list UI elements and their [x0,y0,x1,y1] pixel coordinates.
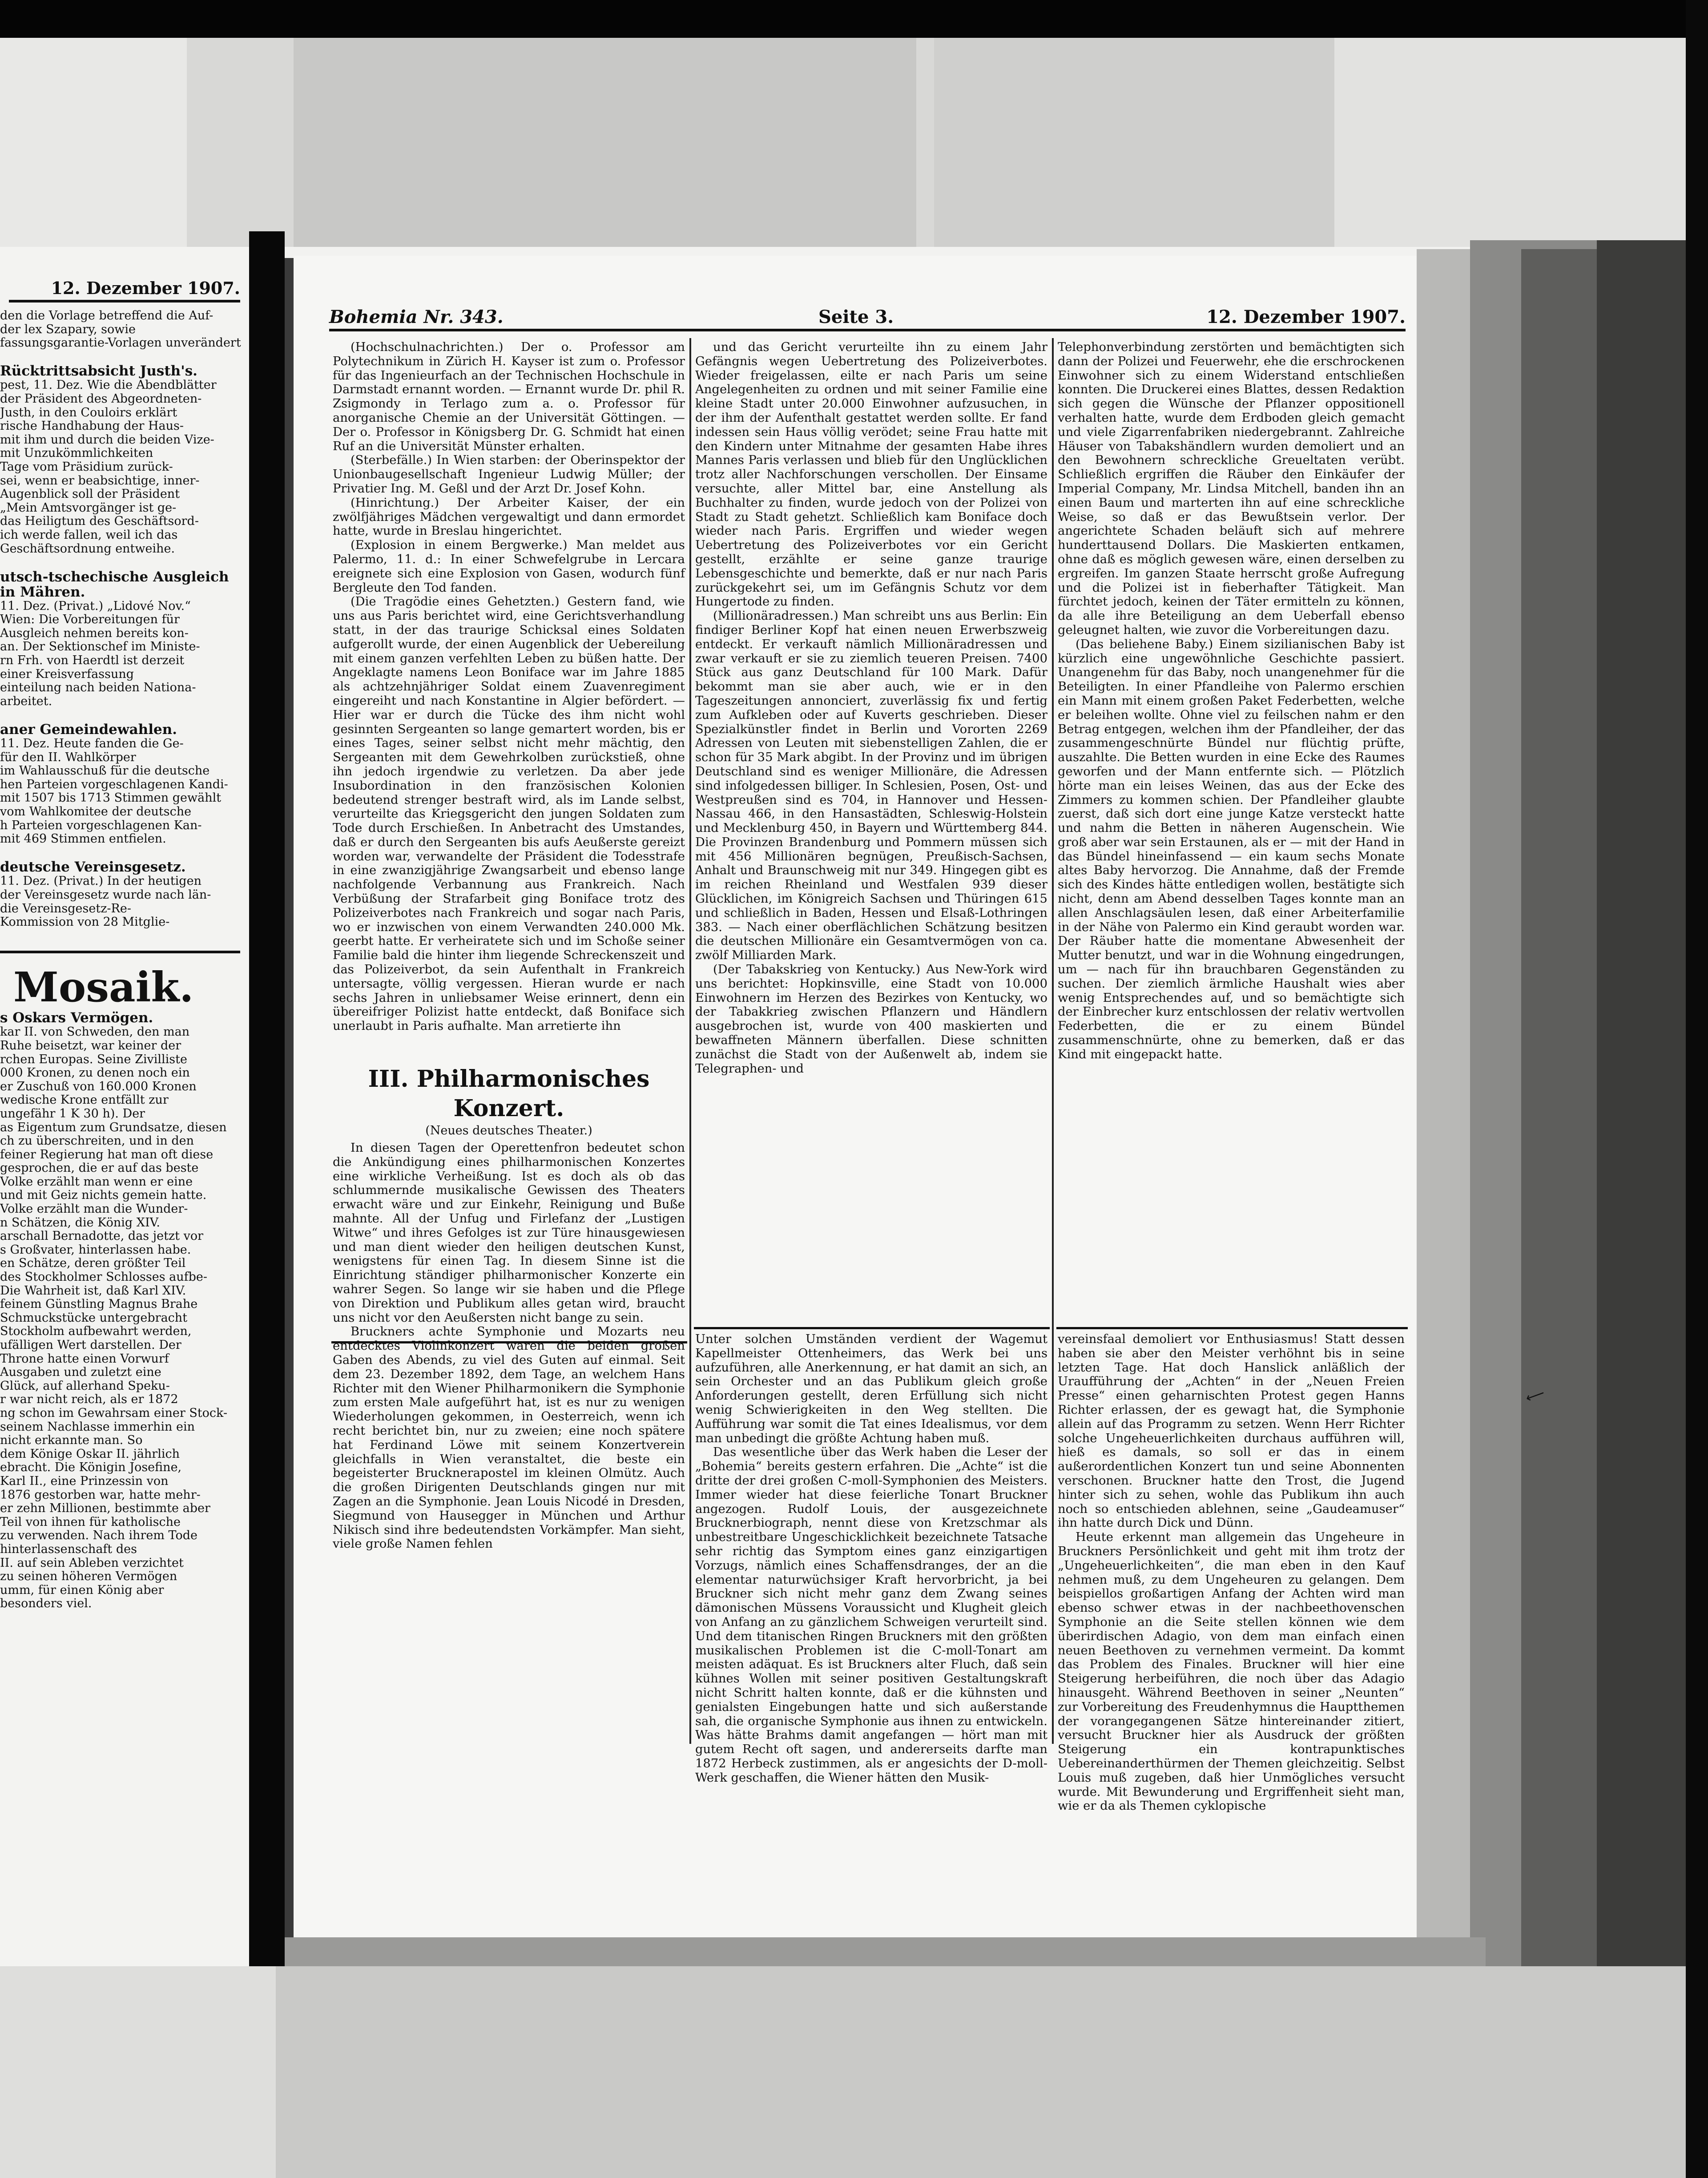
text-line: Stockholm aufbewahrt werden, [0,1324,192,1339]
article-paragraph: Heute erkennt man allgemein das Ungeheure in Bruckners Persönlichkeit und geht mit ihm trotz der „Ungeheuerlichkeiten“, die man eben in den Kauf nehmen muß, zu dem Ungeheuren zu gelangen. Dem beispiellos großartigen Anfang der Achten wird man ebenso schwer etwas in der nachbeethovenschen Symphonie an die Seite stellen können wie dem überirdischen Adagio, von dem man einfach einen neuen Beethoven zu vernehmen vermeint. Da kommt das Problem des Finales. Bruckner will hier eine Steigerung herbeiführen, die noch über das Adagio hinausgeht. Während Beethoven in seiner „Neunten“ zur Vorbereitung des Freudenhymnus die Hauptthemen der vorangegangenen Sätze hintereinander zitiert, versucht Bruckner hier als Ausdruck der größten Steigerung ein kontrapunktisches Uebereinanderthürmen der Themen gleichzeitig. Selbst Louis muß zugeben, daß hier Unmögliches versucht wurde. Mit Bewunderung und Ergriffenheit sieht man, wie er da als Themen cyklopische [1058,1530,1405,1813]
article-paragraph: Das wesentliche über das Werk haben die Leser der „Bohemia“ bereits gestern erfahren. Die „Achte“ ist die dritte der drei großen C-moll-Symphonien des Meisters. Immer wieder hat diese feierliche Tonart Bruckner angezogen. Rudolf Louis, der ausgezeichnete Brucknerbiograph, nennt diese von Kretzschmar als unbestreitbare Ungeschicklichkeit bezeichnete Tatsache sehr richtig das Symptom eines ganz einzigartigen Vorzugs, nämlich eines Schaffensdranges, der an die elementar naturwüchsiger Kraft hervorbricht, ja bei Bruckner sich nicht mehr ganz dem Zwang seines dämonischen Müssens Voraussicht und Klugheit gleich von Anfang an zu gänzlichem Schweigen verurteilt sind. Und dem titanischen Ringen Bruckners mit den größten musikalischen Problemen ist die C-moll-Tonart am meisten adäquat. Es ist Bruckners alter Fluch, daß sein kühnes Wollen mit seiner positiven Gestaltungskraft nicht Schritt halten konnte, daß er die kühnsten und genialsten Eingebungen hatte und sich außerstande sah, die organische Symphonie aus ihnen zu entwickeln. Was hätte Brahms damit angefangen — hört man mit gutem Recht oft sagen, und andererseits darfte man 1872 Herbeck zustimmen, als er angesichts der D-moll-Werk geschaffen, die Wiener hätten den Musik- [695,1445,1047,1785]
article-paragraph: (Sterbefälle.) In Wien starben: der Oberinspektor der Unionbaugesellschaft Ingenieur Ludwig Müller; der Privatier Ing. M. Geßl und der Arzt Dr. Josef Kohn. [333,453,685,496]
column-2-news [695,340,1047,1323]
text-line: pest, 11. Dez. Wie die Abendblätter [0,378,217,392]
page-date: 12. Dezember 1907. [1206,307,1406,327]
article-paragraph: (Das beliehene Baby.) Einem sizilianischen Baby ist kürzlich eine ungewöhnliche Geschichte passiert. Unangenehm für das Baby, noch unangenehmer für die Beteiligten. In einer Pfandleihe von Palermo erschien ein Mann mit einem großen Paket Federbetten, welche er beleihen wollte. Ohne viel zu feilschen nahm er den Betrag entgegen, welchen ihm der Pfandleiher, der das zusammengeschnürte Bündel nur flüchtig prüfte, auszahlte. Die Betten wurden in eine Ecke des Raumes geworfen und der Mann entfernte sich. — Plötzlich hörte man ein leises Weinen, das aus der Ecke des Zimmers zu kommen schien. Der Pfandleiher glaubte zuerst, daß sich dort eine junge Katze versteckt hatte und nahm die Betten in näheren Augenschein. Wie groß aber war sein Erstaunen, als er — mit der Hand in das Bündel hineinfassend — ein kaum sechs Monate altes Baby hervorzog. Die Annahme, daß der Fremde sich des Kindes hätte entledigen wollen, bestätigte sich nicht, denn am Abend desselben Tages konnte man an allen Anschlagsäulen lesen, daß einer Arbeiterfamilie in der Nähe von Palermo ein Kind geraubt worden war. Der Räuber hatte die momentane Abwesenheit der Mutter benutzt, und war in die Wohnung eingedrungen, um — nach für ihn brauchbaren Gegenständen zu suchen. Der ziemlich ärmliche Haushalt wies aber wenig Entsprechendes auf, und so bemächtigte sich der Einbrecher kurz entschlossen der relativ wertvollen Federbetten, die er zu einem Bündel zusammenschnürte, ohne zu bemerken, daß er das Kind mit eingepackt hatte. [1058,637,1405,1061]
text-line: der Präsident des Abgeordneten- [0,391,202,406]
text-line: die Vereinsgesetz-Re- [0,901,131,916]
page-number: Seite 3. [818,307,894,327]
text-line: rchen Europas. Seine Zivilliste [0,1052,187,1066]
text-line: im Wahlausschuß für die deutsche [0,764,210,778]
previous-page-fragment [0,247,249,1966]
text-line: ufälligen Wert darstellen. Der [0,1338,181,1352]
article-heading: in Mähren. [0,584,85,600]
text-line: mit 469 Stimmen entfielen. [0,832,166,846]
text-line: arbeitet. [0,694,52,708]
text-line: as Eigentum zum Grundsatze, diesen [0,1120,227,1134]
section-rule [694,1327,1050,1329]
text-line: umm, für einen König aber [0,1583,164,1597]
column-divider [1052,338,1054,1744]
text-line: das Heiligtum des Geschäftsord- [0,514,199,528]
text-line [0,556,244,569]
text-line: 11. Dez. (Privat.) „Lidové Nov.“ [0,599,191,613]
section-rule [0,951,240,953]
text-line: seinem Nachlasse immerhin ein [0,1420,195,1434]
article-heading: utsch-tschechische Ausgleich [0,569,229,585]
article-heading: Rücktrittsabsicht Justh's. [0,363,197,379]
article-paragraph: (Hochschulnachrichten.) Der o. Professor am Polytechnikum in Zürich H. Kayser ist zum o. Professor für das Ingenieurfach an der Technischen Hochschule in Darmstadt ernannt worden. — Ernannt wurde Dr. phil R. Zsigmondy in Terlago zum a. o. Professor für anorganische Chemie an der Universität Göttingen. — Der o. Professor in Königsberg Dr. G. Schmidt hat einen Ruf an die Universität Münster erhalten. [333,340,685,453]
text-line: Ausgleich nehmen bereits kon- [0,626,189,640]
text-line: der lex Szapary, sowie [0,322,136,336]
text-line: mit Unzukömmlichkeiten [0,446,153,460]
text-line: dem Könige Oskar II. jährlich [0,1447,180,1461]
section-heading: Mosaik. [13,963,194,1012]
text-line: feinem Günstling Magnus Brahe [0,1297,198,1311]
article-paragraph: (Hinrichtung.) Der Arbeiter Kaiser, der ein zwölfjähriges Mädchen vergewaltigt und dann ermordet hatte, wurde in Breslau hingerichtet. [333,496,685,538]
text-line: Justh, in den Couloirs erklärt [0,405,177,419]
text-line: er zehn Millionen, bestimmte aber [0,1501,210,1516]
feuilleton-subtitle: (Neues deutsches Theater.) [425,1124,592,1138]
text-line: hen Parteien vorgeschlagenen Kandi- [0,777,228,791]
text-line: Throne hatte einen Vorwurf [0,1351,169,1366]
text-line: Kommission von 28 Mitglie- [0,915,170,929]
text-line: r war nicht reich, als er 1872 [0,1392,178,1407]
text-line: er Zuschuß von 160.000 Kronen [0,1079,197,1093]
text-line [0,350,244,364]
text-line: Augenblick soll der Präsident [0,487,180,501]
text-line: des Stockholmer Schlosses aufbe- [0,1270,208,1284]
text-line: der Vereinsgesetz wurde nach län- [0,887,211,902]
text-line: sei, wenn er beabsichtige, inner- [0,473,200,488]
text-line: zu verwenden. Nach ihrem Tode [0,1529,197,1543]
text-line: Ruhe beisetzt, war keiner der [0,1038,181,1053]
text-line: fassungsgarantie-Vorlagen unverändert [0,336,241,350]
feuilleton-title: III. Philharmonisches Konzert. [368,1065,650,1122]
text-line: h Parteien vorgeschlagenen Kan- [0,818,202,832]
text-line: feiner Regierung hat man oft diese [0,1147,214,1162]
text-line: Ausgaben und zuletzt eine [0,1365,161,1379]
text-line: zu seinen höheren Vermögen [0,1569,177,1584]
text-line: für den II. Wahlkörper [0,750,136,764]
column-divider [689,338,691,1744]
article-heading: aner Gemeindewahlen. [0,722,177,738]
text-line: einteilung nach beiden Nationa- [0,681,196,695]
previous-page-text [0,309,249,1611]
text-line: den die Vorlage betreffend die Auf- [0,309,214,323]
newspaper-page [294,256,1547,1937]
text-line: an. Der Sektionschef im Ministe- [0,640,200,654]
article-paragraph: Telephonverbindung zerstörten und bemächtigten sich dann der Polizei und Feuerwehr, ehe die erschrockenen Einwohner sich zu einem Widerstand entschließen konnten. Die Druckerei eines Blattes, dessen Redaktion sich gegen die Wünsche der Pflanzer oppositionell verhalten hatte, wurde dem Erdboden gleich gemacht und viele Zigarrenfabriken niedergebrannt. Zahlreiche Häuser von Tabakshändlern wurden demoliert und an den Bewohnern schreckliche Greueltaten verübt. Schließlich ergriffen die Räuber den Einkäufer der Imperial Company, Mr. Lindsa Mitchell, banden ihn an einen Baum und marterten ihn auf eine schreckliche Weise, so daß er das Bewußtsein verlor. Der angerichtete Schaden beläuft sich auf mehrere hunderttausend Dollars. Die Maskierten entkamen, ohne daß es möglich gewesen wäre, einen derselben zu ergreifen. Im ganzen Staate herrscht große Aufregung und die Polizei ist in fieberhafter Tätigkeit. Man fürchtet jedoch, keinen der Täter ermitteln zu können, da alle ihre Beteiligung an dem Ueberfall ebenso geleugnet halten, wie zuvor die Vorbereitungen dazu. [1058,340,1405,637]
text-line: Karl II., eine Prinzessin von [0,1474,169,1488]
text-line: Wien: Die Vorbereitungen für [0,613,180,627]
text-line: ng schon im Gewahrsam einer Stock- [0,1406,228,1420]
text-line: n Schätzen, die König XIV. [0,1215,161,1230]
text-line: 11. Dez. Heute fanden die Ge- [0,737,184,751]
text-line: 000 Kronen, zu denen noch ein [0,1066,190,1080]
text-line: Schmuckstücke untergebracht [0,1311,188,1325]
text-line: Geschäftsordnung entweihe. [0,541,175,556]
text-line: nicht erkannte man. So [0,1433,143,1448]
text-line: ich werde fallen, weil ich das [0,528,178,542]
text-line: besonders viel. [0,1597,92,1611]
text-line: Volke erzählt man die Wunder- [0,1202,188,1216]
column-2-feuilleton [695,1332,1047,1785]
text-line [0,708,244,722]
text-line: mit ihm und durch die beiden Vize- [0,432,214,447]
text-line: 1876 gestorben war, hatte mehr- [0,1488,201,1502]
text-line: rische Handhabung der Haus- [0,419,184,433]
text-line: Glück, auf allerhand Speku- [0,1379,170,1393]
article-paragraph: (Die Tragödie eines Gehetzten.) Gestern fand, wie uns aus Paris berichtet wird, eine Gerichtsverhandlung statt, in der das traurige Schicksal eines Soldaten aufgerollt wurde, der einen Augenblick der Uebereilung mit einem ganzen verfehlten Leben zu büßen hatte. Der Angeklagte namens Leon Boniface war im Jahre 1885 als achtzehnjähriger Soldat einem Zuavenregiment eingereiht und nach Konstantine in Algier befördert. — Hier war er durch die Tücke des ihm nicht wohl gesinnten Sergeanten so lange gemartert worden, bis er eines Tages, seiner selbst nicht mehr mächtig, den Sergeanten mit dem Gewehrkolben zurückstieß, ohne ihn jedoch irgendwie zu verletzen. Da aber jede Insubordination in den französischen Kolonien bedeutend strenger bestraft wird, als im Lande selbst, verurteilte das Kriegsgericht den jungen Soldaten zum Tode durch Erschießen. In Anbetracht des Umstandes, daß er durch den Sergeanten bis aufs Aeußerste gereizt worden war, verwandelte der Präsident die Todesstrafe in eine zwanzigjährige Zwangsarbeit und ebenso lange nachfolgende Verbannung aus Frankreich. Nach Verbüßung der Strafarbeit ging Boniface trotz des Polizeiverbotes nach Frankreich und sogar nach Paris, wo er inzwischen von einem Verwandten 240.000 Mk. geerbt hatte. Er verheiratete sich und im Schoße seiner Familie bald die hinter ihm liegende Schreckenszeit und das Polizeiverbot, da sein Aufenthalt in Frankreich untersagte, völlig vergessen. Hieran wurde er nach sechs Jahren in unliebsamer Weise erinnert, denn ein übereifriger Polizist hatte entdeckt, daß Boniface sich unerlaubt in Paris aufhalte. Man arretierte ihn [333,595,685,1033]
page-header [329,305,1406,331]
text-line: arschall Bernadotte, das jetzt vor [0,1229,204,1243]
column-3-news [1058,340,1405,1323]
text-line: ch zu überschreiten, und in den [0,1134,194,1148]
text-line: Die Wahrheit ist, daß Karl XIV. [0,1283,186,1298]
article-heading: deutsche Vereinsgesetz. [0,859,186,875]
text-line: und mit Geiz nichts gemein hatte. [0,1188,207,1202]
text-line: kar II. von Schweden, den man [0,1025,190,1039]
article-paragraph: (Millionäradressen.) Man schreibt uns aus Berlin: Ein findiger Berliner Kopf hat einen neuen Erwerbszweig entdeckt. Er verkauft nämlich Millionäradressen und zwar verkauft er sie zu ziemlich teueren Preisen. 7400 Stück aus ganz Deutschland für 100 Mark. Dafür bekommt man sie aber auch, wie er in den Tageszeitungen annonciert, zuverlässig fix und fertig zum Aufkleben oder auf Kuverts geschrieben. Dieser Spezialkünstler findet in Berlin und Vororten 2269 Adressen von Leuten mit siebenstelligen Zahlen, die er schon für 35 Mark abgibt. In der Provinz und im übrigen Deutschland sind es weniger Millionäre, die Adressen sind infolgedessen billiger. In Schlesien, Posen, Ost- und Westpreußen sind es 704, in Hannover und Hessen-Nassau 466, in den Hansastädten, Schleswig-Holstein und Mecklenburg 450, in Bayern und Württemberg 844. Die Provinzen Brandenburg und Pommern müssen sich mit 456 Millionären begnügen, Preußisch-Sachsen, Anhalt und Braunschweig mit nur 349. Hingegen gibt es im reichen Rheinland und Westfalen 939 dieser Glücklichen, im Königreich Sachsen und Thüringen 615 und schließlich in Baden, Hessen und Elsaß-Lothringen 383. — Nach einer oberflächlichen Schätzung besitzen die deutschen Millionäre ein Gesamtvermögen von ca. zwölf Milliarden Mark. [695,609,1047,963]
text-line: wedische Krone entfällt zur [0,1093,169,1107]
article-heading: s Oskars Vermögen. [0,1010,153,1026]
text-line: ebracht. Die Königin Josefine, [0,1460,182,1475]
article-paragraph: In diesen Tagen der Operettenfron bedeutet schon die Ankündigung eines philharmonischen Konzertes eine wirkliche Verheißung. Ist es doch als ob das schlummernde musikalische Gewissen des Theaters erwacht wäre und zur Einkehr, Reinigung und Buße mahnte. All der Unfug und Firlefanz der „Lustigen Witwe“ und ihres Gefolges ist zur Türe hinausgewiesen und man dient wieder den heiligen deutschen Kunst, wenigstens für einen Tag. In diesem Sinne ist die Einrichtung ständiger philharmonischer Konzerte ein wahrer Segen. So lange wir sie haben und die Pflege von Direktion und Publikum alles getan wird, braucht uns nicht vor den Aeußersten nicht bange zu sein. [333,1141,685,1325]
margin-pen-mark: ⟵ [1523,1385,1547,1407]
masthead-issue: Bohemia Nr. 343. [329,307,504,327]
article-paragraph: vereinsfaal demoliert vor Enthusiasmus! Statt dessen haben sie aber den Meister verhöhnt bis in seine letzten Tage. Hat doch Hanslick anläßlich der Uraufführung der „Achten“ in der „Neuen Freien Presse“ einen geharnischten Protest gegen Hanns Richter erlassen, der es gewagt hat, die Symphonie allein auf das Programm zu setzen. Wenn Herr Richter solche Ungeheuerlichkeiten durchaus aufführen will, hieß es damals, so soll er das in einem außerordentlichen Konzert tun und seine Abonnenten verschonen. Bruckner hatte den Trost, die Jugend hinter sich zu sehen, wohle das Publikum ihn auch noch so entschieden ablehnen, seine „Gaudeamuser“ ihn hatte durch Dick und Dünn. [1058,1332,1405,1530]
text-line: „Mein Amtsvorgänger ist ge- [0,500,177,515]
article-paragraph: Unter solchen Umständen verdient der Wagemut Kapellmeister Ottenheimers, das Werk bei uns aufzuführen, alle Anerkennung, er hat damit an sich, an sein Orchester und an das Publikum gleich große Anforderungen gestellt, deren Erfüllung sich nicht wenig Schwierigkeiten in den Weg stellten. Die Aufführung war somit die Tat eines Idealismus, vor dem man unbedingt die größte Achtung haben muß. [695,1332,1047,1445]
text-line: Tage vom Präsidium zurück- [0,460,173,474]
text-line: 11. Dez. (Privat.) In der heutigen [0,874,201,888]
text-line: hinterlassenschaft des [0,1542,137,1556]
article-paragraph: (Explosion in einem Bergwerke.) Man meldet aus Palermo, 11. d.: In einer Schwefelgrube in Lercara ereignete sich eine Explosion von Gasen, wodurch fünf Bergleute den Tod fanden. [333,538,685,595]
text-line: rn Frh. von Haerdtl ist derzeit [0,653,185,668]
article-paragraph: Bruckners achte Symphonie und Mozarts neu entdecktes Violinkonzert waren die beiden großen Gaben des Abends, zu viel des Guten auf einmal. Seit dem 23. Dezember 1892, dem Tage, an welchem Hans Richter mit den Wiener Philharmonikern die Symphonie zum ersten Male aufgeführt hat, ist es nur zu wenigen Wiederholungen gekommen, in Oesterreich, wenn ich recht berichtet bin, nur zu zweien; eine noch spätere hat Ferdinand Löwe mit seinem Konzertverein gleichfalls in Wien veranstaltet, die beste ein begeisterter Brucknerapostel im kleinen Olmütz. Auch die großen Dirigenten Deutschlands gingen nur mit Zagen an die Symphonie. Jean Louis Nicodé in Dresden, Siegmund von Hausegger in München und Arthur Nikisch sind ihre bedeutendsten Vorkämpfer. Man sieht, viele große Namen fehlen [333,1325,685,1551]
previous-page-date-header: 12. Dezember 1907. [9,276,240,302]
section-rule [1056,1327,1408,1329]
article-paragraph: und das Gericht verurteilte ihn zu einem Jahr Gefängnis wegen Uebertretung des Polizeiverbotes. Wieder freigelassen, eilte er nach Paris um seine Angelegenheiten zu ordnen und mit seiner Familie eine kleine Stadt unter 20.000 Einwohner aufzusuchen, in der ihm der Aufenthalt gestattet werden sollte. Er fand indessen sein Haus völlig verödet; seine Frau hatte mit den Kindern unter Mitnahme der gesamten Habe ihres Mannes Paris verlassen und blieb für den Unglücklichen trotz aller Nachforschungen verschollen. Der Einsame versuchte, aller Mittel bar, eine Anstellung als Buchhalter zu finden, wurde jedoch von der Polizei von Stadt zu Stadt gehetzt. Schließlich kam Boniface doch wieder nach Paris. Ergriffen und wieder wegen Uebertretung des Polizeiverbotes vor ein Gericht gestellt, erzählte er seine ganze traurige Lebensgeschichte und bemerkte, daß er nur nach Paris zurückgekehrt sei, um im Gefängnis Schutz vor dem Hungertode zu finden. [695,340,1047,609]
text-line: gesprochen, die er auf das beste [0,1161,199,1175]
text-line: s Großvater, hinterlassen habe. [0,1242,191,1257]
text-line [0,846,244,860]
text-line: ungefähr 1 K 30 h). Der [0,1106,145,1121]
text-line: Volke erzählt man wenn er eine [0,1174,193,1189]
column-3-feuilleton [1058,1332,1405,1813]
text-line: mit 1507 bis 1713 Stimmen gewählt [0,791,222,805]
text-line: II. auf sein Ableben verzichtet [0,1556,184,1570]
article-paragraph: (Der Tabakskrieg von Kentucky.) Aus New-York wird uns berichtet: Hopkinsville, eine Stadt von 10.000 Einwohnern im Herzen des Bezirkes von Kentucky, wo der Tabakkrieg zwischen Pflanzern und Händlern ausgebrochen ist, wurde von 400 maskierten und bewaffneten Männern überfallen. Diese schnitten zunächst die Stadt von der Außenwelt ab, indem sie Telegraphen- und [695,963,1047,1076]
column-1 [333,340,685,1746]
text-line [0,929,244,943]
text-line: vom Wahlkomitee der deutsche [0,805,192,819]
text-line: en Schätze, deren größter Teil [0,1256,186,1270]
text-line: Teil von ihnen für katholische [0,1515,181,1529]
text-line: einer Kreisverfassung [0,667,134,681]
